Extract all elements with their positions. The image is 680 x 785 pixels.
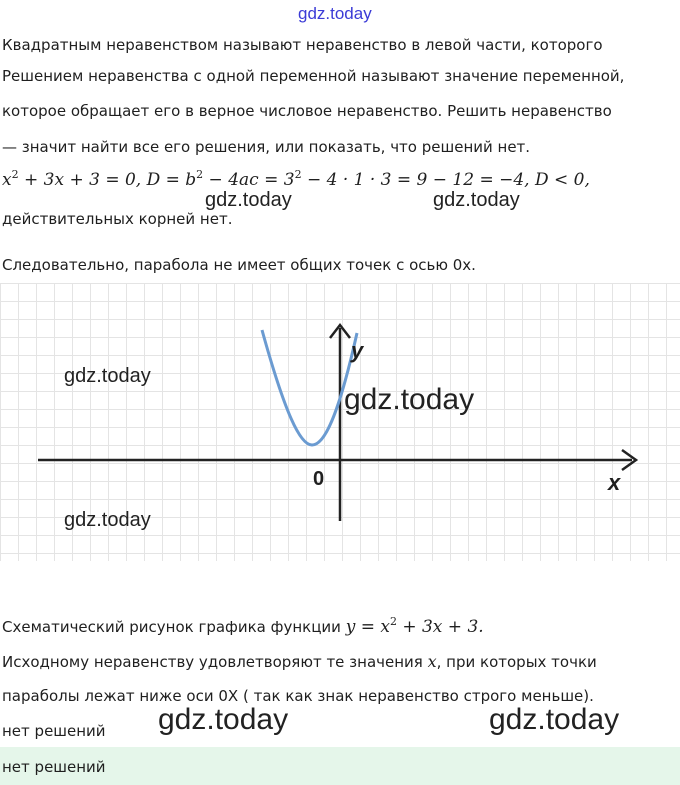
paragraph-solution-def-2: которое обращает его в верное числовое неравенство. Решить неравенство xyxy=(2,102,612,120)
watermark: gdz.today xyxy=(64,509,151,531)
watermark: gdz.today xyxy=(205,189,292,211)
origin-label: 0 xyxy=(313,468,325,490)
watermark: gdz.today xyxy=(433,189,520,211)
watermark: gdz.today xyxy=(344,383,475,416)
paragraph-solution-def-3: — значит найти все его решения, или показать, что решений нет. xyxy=(2,138,531,156)
y-axis-label: y xyxy=(351,338,364,363)
watermark: gdz.today xyxy=(64,365,151,387)
paragraph-definition: Квадратным неравенством называют неравенство в левой части, которого xyxy=(2,36,603,54)
paragraph-conclusion: Следовательно, парабола не имеет общих точек с осью 0х. xyxy=(2,256,476,274)
paragraph-schematic: Схематический рисунок графика функции $y = x^2 + 3x + 3$. xyxy=(2,615,484,637)
paragraph-inequality: Исходному неравенству удовлетворяют те значения x, при которых точки xyxy=(2,652,597,671)
watermark: gdz.today xyxy=(158,703,289,736)
parabola-curve xyxy=(262,330,357,445)
answer-box xyxy=(0,747,680,785)
x-axis-label: x xyxy=(608,470,621,495)
discriminant-equation: $x^2 + 3x + 3 = 0$, $D = b^2 - 4ac = 3^2 - 4 \cdot 1 \cdot 3 = 9 - 12 = -4$, D < 0, xyxy=(2,168,590,190)
paragraph-solution-def-1: Решением неравенства с одной переменной называют значение переменной, xyxy=(2,67,625,85)
answer-text: нет решений xyxy=(2,758,106,776)
parabola-graph xyxy=(0,283,680,561)
watermark-top: gdz.today xyxy=(298,4,372,23)
paragraph-no-solutions: нет решений xyxy=(2,722,106,740)
watermark: gdz.today xyxy=(489,703,620,736)
paragraph-below-axis: параболы лежат ниже оси 0X ( так как знак неравенство строго меньше). xyxy=(2,687,594,705)
paragraph-no-roots: действительных корней нет. xyxy=(2,210,233,228)
